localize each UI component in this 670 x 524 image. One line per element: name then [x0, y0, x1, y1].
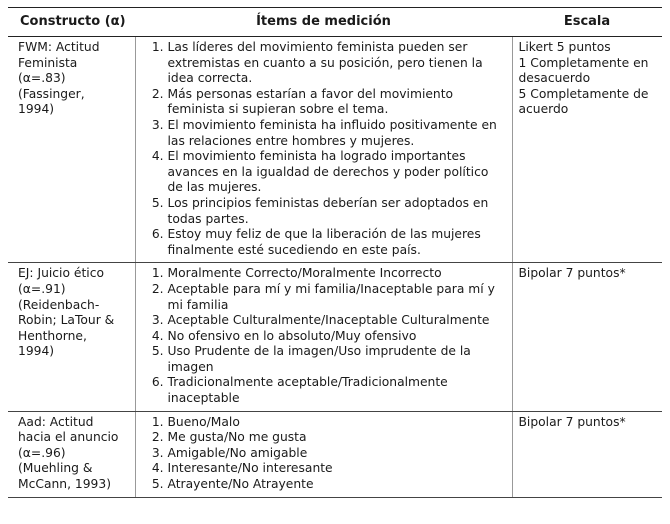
construct-line: (α=.83) [18, 71, 66, 86]
items-list [142, 415, 507, 493]
header-items: Ítems de medición [135, 8, 512, 37]
item: 4. Interesante/No interesante [168, 461, 507, 477]
construct-cell [8, 411, 135, 497]
items-cell [135, 37, 512, 263]
scale-cell [512, 411, 662, 497]
construct-line: (α=.96) [18, 445, 66, 460]
item: 3. Aceptable Culturalmente/Inaceptable Culturalmente [168, 313, 507, 329]
item: 2. Me gusta/No me gusta [168, 430, 507, 446]
item: 5. Los principios feministas deberían ser adoptados en todas partes. [168, 196, 507, 227]
item: 1. Moralmente Correcto/Moralmente Incorrecto [168, 266, 507, 282]
construct-line: (Muehling & [18, 461, 93, 476]
table-row [8, 37, 662, 263]
construct-line: 1994) [18, 344, 55, 359]
scale-line: 5 Completamente de acuerdo [518, 86, 649, 117]
item: 1. Bueno/Malo [168, 415, 507, 431]
scale-line: Bipolar 7 puntos* [518, 266, 626, 281]
item: 6. Tradicionalmente aceptable/Tradicionalmente inaceptable [168, 375, 507, 406]
construct-line: McCann, 1993) [18, 477, 111, 492]
item: 1. Las líderes del movimiento feminista pueden ser extremistas en cuanto a su posición, pero tienen la idea correcta. [168, 40, 507, 87]
items-list [142, 266, 507, 406]
scale-line: Likert 5 puntos [518, 40, 611, 54]
construct-line: 1994) [18, 102, 55, 117]
construct-line: (Reidenbach- [18, 297, 100, 312]
scale-cell [512, 263, 662, 411]
items-list [142, 40, 507, 258]
scale-line: 1 Completamente en desacuerdo [518, 55, 649, 86]
item: 5. Atrayente/No Atrayente [168, 477, 507, 493]
construct-line: Aad: Actitud [18, 414, 94, 429]
item: 2. Aceptable para mí y mi familia/Inaceptable para mí y mi familia [168, 282, 507, 313]
construct-line: (α=.91) [18, 281, 66, 296]
measurement-table [8, 7, 662, 498]
item: 3. El movimiento feminista ha influido positivamente en las relaciones entre hombres y mujeres. [168, 118, 507, 149]
construct-cell [8, 263, 135, 411]
construct-line: FWM: Actitud [18, 40, 100, 54]
items-cell [135, 411, 512, 497]
table-row [8, 263, 662, 411]
header-construct: Constructo (α) [8, 8, 135, 37]
construct-line: EJ: Juicio ético [18, 266, 104, 281]
item: 2. Más personas estarían a favor del movimiento feminista si supieran sobre el tema. [168, 87, 507, 118]
items-cell [135, 263, 512, 411]
header-scale: Escala [512, 8, 662, 37]
item: 3. Amigable/No amigable [168, 446, 507, 462]
construct-line: Feminista [18, 55, 78, 70]
item: 4. No ofensivo en lo absoluto/Muy ofensivo [168, 329, 507, 345]
construct-line: Henthorne, [18, 328, 87, 343]
item: 4. El movimiento feminista ha logrado importantes avances en la igualdad de derechos y poder político de las mujeres. [168, 149, 507, 196]
construct-cell [8, 37, 135, 263]
construct-line: hacia el anuncio [18, 430, 119, 445]
construct-line: (Fassinger, [18, 86, 85, 101]
scale-line: Bipolar 7 puntos* [518, 414, 626, 429]
table-row [8, 411, 662, 497]
item: 5. Uso Prudente de la imagen/Uso imprudente de la imagen [168, 344, 507, 375]
scale-cell [512, 37, 662, 263]
construct-line: Robin; LaTour & [18, 313, 115, 328]
item: 6. Estoy muy feliz de que la liberación de las mujeres finalmente esté sucediendo en este país. [168, 227, 507, 258]
header-row [8, 8, 662, 37]
